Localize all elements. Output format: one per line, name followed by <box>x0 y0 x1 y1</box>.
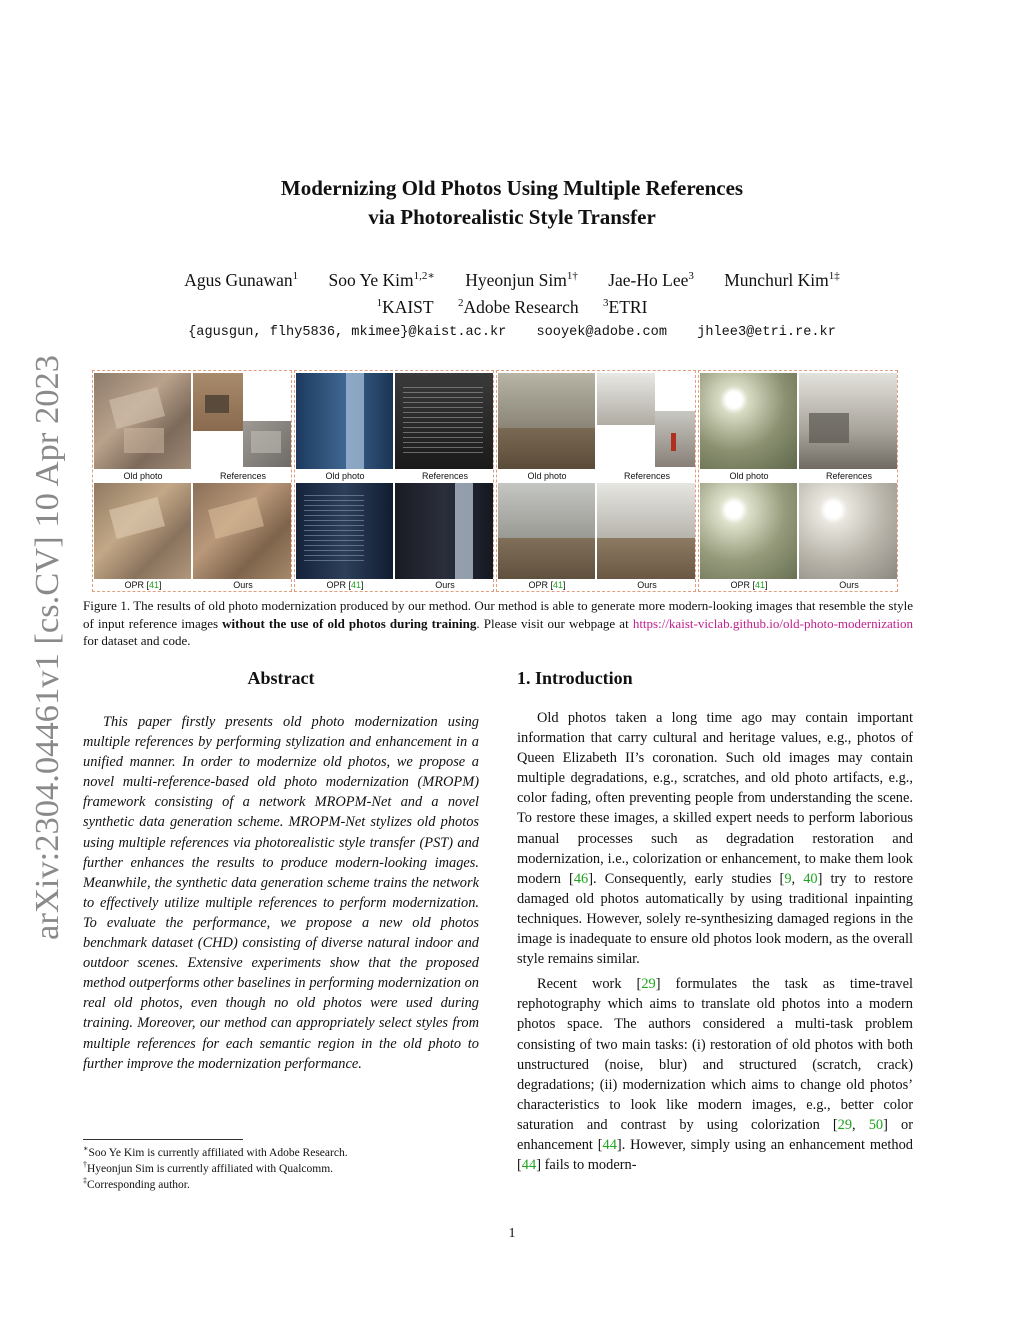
label-old-photo: Old photo <box>123 471 163 481</box>
label-references: References <box>623 471 671 481</box>
affiliation: $^3$ETRI <box>603 297 648 317</box>
label-ours: Ours <box>233 580 253 590</box>
intro-paragraph-1: Old photos taken a long time ago may contain important information that carry cultural and heritage values, e.g., photos of Queen Elizabeth II’s coronation. Such old images may contain multiple degradations, e.g., scratches, and old photo artifacts, e.g., color fading, often preventing people from understanding the scene. To restore these images, a skilled expert needs to perform laborious manual processes such as degradation restoration and modernization, i.e., colorization or enhancement, to make them look modern [46]. Consequently, early studies [9, 40] try to restore damaged old photos automatically by using traditional inpainting techniques. However, solely re-synthesizing damaged regions in the image is inadequate to ensure old photos look modern, as the overall style remains similar. <box>517 710 913 968</box>
label-old-photo: Old photo <box>527 471 567 481</box>
label-references: References <box>421 471 469 481</box>
arxiv-id: arXiv:2304.04461v1 [cs.CV] 10 Apr 2023 <box>29 363 66 940</box>
old-photo-image <box>296 373 393 469</box>
email: sooyek@adobe.com <box>536 325 667 340</box>
opr-result-image <box>498 483 595 579</box>
reference-image-1 <box>193 373 243 431</box>
intro-paragraph-2: Recent work [29] formulates the task as time-travel rephotography which aims to translate old photos into a modern photos space. The authors considered a multi-task problem consisting of two main tasks: (i) restoration of old photos with both unstructured (noise, blur) and structured (scratch, crack) degradations; (ii) modernization which aims to change old photos’ characteristics to look like modern images, e.g., better color saturation and contrast by using colorization [29, 50] or enhancement [44]. However, simply using an enhancement method [44] fails to modern- <box>517 976 913 1174</box>
footnote: ∗Soo Ye Kim is currently affiliated with Adobe Research. <box>83 1144 348 1159</box>
author-list <box>0 270 1024 291</box>
author: Agus Gunawan$^1$ <box>184 270 299 290</box>
footnote-divider <box>83 1139 243 1140</box>
ours-result-image <box>193 483 291 579</box>
reference-image-1 <box>395 373 493 469</box>
email: {agusgun, flhy5836, mkimee}@kaist.ac.kr <box>188 325 507 340</box>
affiliation-list <box>0 297 1024 318</box>
label-opr: OPR [41] <box>528 580 566 590</box>
footnotes <box>83 1145 479 1193</box>
paper-title <box>0 174 1024 232</box>
author: Hyeonjun Sim$^{1\dagger}$ <box>465 270 578 290</box>
author: Soo Ye Kim$^{1,2∗}$ <box>328 270 435 290</box>
label-opr: OPR [41] <box>124 580 162 590</box>
figure-group-panel <box>294 370 494 592</box>
label-opr: OPR [41] <box>326 580 364 590</box>
label-old-photo: Old photo <box>325 471 365 481</box>
footnote: ‡Corresponding author. <box>83 1176 190 1191</box>
webpage-link[interactable]: https://kaist-viclab.github.io/old-photo-modernization <box>632 615 913 631</box>
reference-image-1 <box>597 373 655 425</box>
ours-result-image <box>597 483 695 579</box>
old-photo-image <box>94 373 191 469</box>
opr-result-image <box>296 483 393 579</box>
intro-heading: 1. Introduction <box>517 668 633 688</box>
footnote: †Hyeonjun Sim is currently affiliated with Qualcomm. <box>83 1160 334 1175</box>
old-photo-image <box>498 373 595 469</box>
reference-image-2 <box>655 411 695 467</box>
label-ours: Ours <box>637 580 657 590</box>
figure-caption: Figure 1. The results of old photo modernization produced by our method. Our method is able to generate more modern-looking images that resemble the style of input reference images without the use of old photos during training. Please visit our webpage at https://kaist-viclab.github.io/old-photo-modernization for dataset and code. <box>83 598 913 648</box>
arxiv-stamp <box>8 355 68 940</box>
label-ours: Ours <box>839 580 859 590</box>
opr-result-image <box>700 483 797 579</box>
opr-result-image <box>94 483 191 579</box>
affiliation: $^2$Adobe Research <box>457 297 579 317</box>
figure-group-room <box>698 370 898 592</box>
ours-result-image <box>395 483 493 579</box>
affiliation: $^1$KAIST <box>376 297 434 317</box>
label-references: References <box>825 471 873 481</box>
reference-image-1 <box>799 373 897 469</box>
reference-image-2 <box>243 421 291 467</box>
email: jhlee3@etri.re.kr <box>697 325 836 340</box>
intro-body <box>517 708 913 1180</box>
page-number: 1 <box>508 1226 516 1241</box>
label-references: References <box>219 471 267 481</box>
label-ours: Ours <box>435 580 455 590</box>
abstract-text: This paper firstly presents old photo modernization using multiple references by performing stylization and enhancement in a unified manner. In order to modernize old photos, we propose a novel multi-reference-based old photo modernization (MROPM) framework consisting of a network MROPM-Net and a novel synthetic data generation scheme. MROPM-Net stylizes old photos using multiple references via photorealistic style transfer (PST) and further enhances the results to produce modern-looking images. Meanwhile, the synthetic data generation scheme trains the network to effectively utilize multiple references to perform modernization. To evaluate the performance, we propose a new old photos benchmark dataset (CHD) consisting of diverse natural indoor and outdoor scenes. Extensive experiments show that the proposed method outperforms other baselines in performing modernization on real old photos, even though no old photos were used during training. Moreover, our method can appropriately select styles from multiple references for each semantic region in the old photo to further improve the modernization performance. <box>83 714 479 1072</box>
figure-group-gallery <box>496 370 696 592</box>
label-opr: OPR [41] <box>730 580 768 590</box>
title-line-1: Modernizing Old Photos Using Multiple References <box>280 176 744 200</box>
old-photo-image <box>700 373 797 469</box>
abstract-heading: Abstract <box>247 668 315 688</box>
author: Munchurl Kim$^{1\ddagger}$ <box>724 270 840 290</box>
label-old-photo: Old photo <box>729 471 769 481</box>
author: Jae-Ho Lee$^3$ <box>608 270 694 290</box>
ours-result-image <box>799 483 897 579</box>
figure-1 <box>92 370 900 592</box>
title-line-2: via Photorealistic Style Transfer <box>368 205 656 229</box>
email-list <box>0 325 1024 340</box>
figure-group-stone <box>92 370 292 592</box>
